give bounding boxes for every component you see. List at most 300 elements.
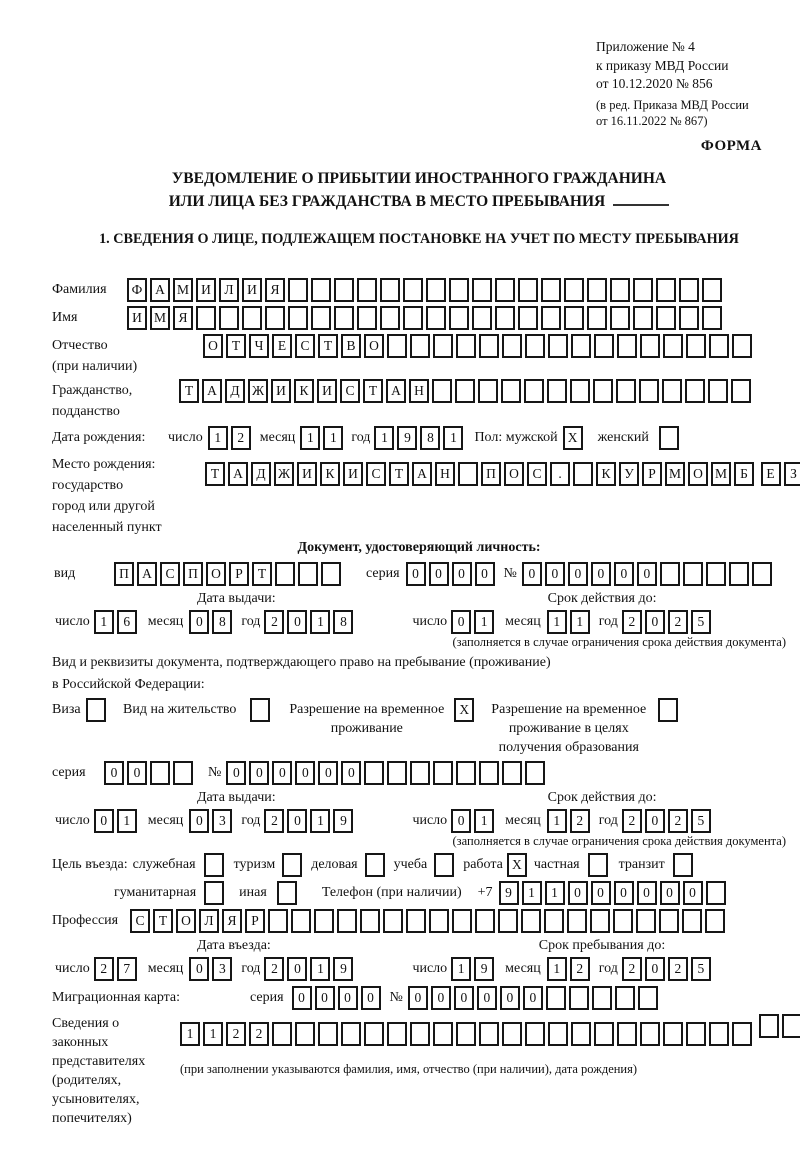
permit-expiry-month[interactable] [547,809,593,833]
char-cell[interactable] [639,379,659,403]
char-cell[interactable]: 1 [547,610,567,634]
char-cell[interactable] [679,278,699,302]
char-cell[interactable] [219,306,239,330]
char-cell[interactable] [268,909,288,933]
char-cell[interactable] [659,909,679,933]
char-cell[interactable] [673,853,693,877]
char-cell[interactable] [501,379,521,403]
char-cell[interactable]: 0 [189,610,209,634]
permit-expiry-day[interactable] [451,809,497,833]
char-cell[interactable]: Т [363,379,383,403]
char-cell[interactable]: 2 [226,1022,246,1046]
char-cell[interactable] [387,761,407,785]
char-cell[interactable] [380,306,400,330]
char-cell[interactable]: 9 [474,957,494,981]
birthplace-country-input[interactable] [205,462,757,486]
char-cell[interactable]: И [242,278,262,302]
char-cell[interactable]: С [366,462,386,486]
char-cell[interactable]: 0 [591,562,611,586]
char-cell[interactable] [365,853,385,877]
char-cell[interactable]: Я [265,278,285,302]
char-cell[interactable] [660,562,680,586]
char-cell[interactable]: 1 [522,881,542,905]
char-cell[interactable]: 1 [547,809,567,833]
permit-series-input[interactable] [104,761,196,785]
char-cell[interactable]: П [114,562,134,586]
char-cell[interactable] [357,306,377,330]
char-cell[interactable]: 2 [622,610,642,634]
char-cell[interactable] [567,909,587,933]
char-cell[interactable]: Л [219,278,239,302]
char-cell[interactable] [592,986,612,1010]
char-cell[interactable]: 2 [668,809,688,833]
char-cell[interactable] [479,761,499,785]
char-cell[interactable] [295,1022,315,1046]
char-cell[interactable] [702,278,722,302]
char-cell[interactable] [204,853,224,877]
char-cell[interactable] [449,306,469,330]
doc-expiry-year[interactable] [622,610,714,634]
char-cell[interactable]: Б [734,462,754,486]
char-cell[interactable]: 0 [477,986,497,1010]
residence-permit-checkbox[interactable] [250,698,273,722]
permit-expiry-year[interactable] [622,809,714,833]
char-cell[interactable]: 0 [451,809,471,833]
sex-female-checkbox[interactable] [659,426,682,450]
char-cell[interactable]: X [454,698,474,722]
char-cell[interactable]: П [481,462,501,486]
char-cell[interactable]: . [550,462,570,486]
char-cell[interactable]: 5 [691,809,711,833]
edu-permit-checkbox[interactable] [658,698,681,722]
char-cell[interactable]: 2 [668,610,688,634]
char-cell[interactable]: 2 [622,809,642,833]
char-cell[interactable]: 0 [315,986,335,1010]
char-cell[interactable]: 0 [189,809,209,833]
char-cell[interactable] [587,306,607,330]
char-cell[interactable] [341,1022,361,1046]
char-cell[interactable]: 1 [570,610,590,634]
char-cell[interactable] [610,278,630,302]
char-cell[interactable]: М [711,462,731,486]
char-cell[interactable] [588,853,608,877]
char-cell[interactable] [610,306,630,330]
char-cell[interactable]: 8 [212,610,232,634]
char-cell[interactable]: И [127,306,147,330]
char-cell[interactable] [729,562,749,586]
char-cell[interactable]: О [206,562,226,586]
char-cell[interactable] [150,761,170,785]
char-cell[interactable]: И [343,462,363,486]
char-cell[interactable]: 0 [645,610,665,634]
char-cell[interactable] [456,761,476,785]
char-cell[interactable]: 0 [189,957,209,981]
char-cell[interactable] [277,881,297,905]
char-cell[interactable] [663,1022,683,1046]
char-cell[interactable] [337,909,357,933]
char-cell[interactable] [472,306,492,330]
char-cell[interactable]: У [619,462,639,486]
char-cell[interactable]: Н [409,379,429,403]
char-cell[interactable]: 2 [622,957,642,981]
char-cell[interactable]: И [297,462,317,486]
citizenship-input[interactable] [179,379,754,403]
surname-input[interactable] [127,278,725,302]
char-cell[interactable]: Т [252,562,272,586]
char-cell[interactable] [546,986,566,1010]
char-cell[interactable] [633,306,653,330]
stay-month[interactable] [547,957,593,981]
purpose-work-checkbox[interactable] [507,853,530,877]
char-cell[interactable]: 0 [287,957,307,981]
char-cell[interactable] [452,909,472,933]
char-cell[interactable]: 2 [264,957,284,981]
char-cell[interactable]: 0 [637,881,657,905]
char-cell[interactable]: О [203,334,223,358]
phone-input[interactable] [499,881,729,905]
char-cell[interactable] [380,278,400,302]
char-cell[interactable]: 7 [117,957,137,981]
purpose-business-checkbox[interactable] [365,853,388,877]
stay-year[interactable] [622,957,714,981]
char-cell[interactable] [456,334,476,358]
char-cell[interactable]: 1 [474,610,494,634]
char-cell[interactable]: Н [435,462,455,486]
char-cell[interactable]: В [341,334,361,358]
char-cell[interactable] [573,462,593,486]
char-cell[interactable] [495,306,515,330]
char-cell[interactable] [705,909,725,933]
entry-month[interactable] [189,957,235,981]
char-cell[interactable] [656,278,676,302]
char-cell[interactable] [686,334,706,358]
char-cell[interactable]: 0 [614,881,634,905]
char-cell[interactable] [204,881,224,905]
char-cell[interactable] [702,306,722,330]
char-cell[interactable] [662,379,682,403]
char-cell[interactable] [615,986,635,1010]
char-cell[interactable] [432,379,452,403]
char-cell[interactable] [709,1022,729,1046]
char-cell[interactable] [498,909,518,933]
char-cell[interactable]: 9 [499,881,519,905]
doc-expiry-day[interactable] [451,610,497,634]
char-cell[interactable]: 0 [500,986,520,1010]
char-cell[interactable] [321,562,341,586]
char-cell[interactable] [314,909,334,933]
char-cell[interactable] [406,909,426,933]
char-cell[interactable]: 0 [431,986,451,1010]
char-cell[interactable]: Т [226,334,246,358]
char-cell[interactable]: Ж [248,379,268,403]
char-cell[interactable] [541,278,561,302]
char-cell[interactable]: Е [272,334,292,358]
char-cell[interactable]: 0 [295,761,315,785]
char-cell[interactable] [656,306,676,330]
char-cell[interactable] [410,761,430,785]
char-cell[interactable]: И [271,379,291,403]
char-cell[interactable] [682,909,702,933]
char-cell[interactable]: М [173,278,193,302]
char-cell[interactable] [502,761,522,785]
char-cell[interactable]: 0 [249,761,269,785]
char-cell[interactable]: 0 [94,809,114,833]
char-cell[interactable]: 1 [374,426,394,450]
char-cell[interactable]: 0 [568,562,588,586]
char-cell[interactable]: 0 [545,562,565,586]
char-cell[interactable] [548,1022,568,1046]
char-cell[interactable] [298,562,318,586]
permit-issue-year[interactable] [264,809,356,833]
char-cell[interactable]: 0 [287,610,307,634]
char-cell[interactable]: 9 [397,426,417,450]
char-cell[interactable]: О [688,462,708,486]
char-cell[interactable] [429,909,449,933]
char-cell[interactable]: 2 [249,1022,269,1046]
char-cell[interactable]: 3 [212,809,232,833]
char-cell[interactable]: М [665,462,685,486]
char-cell[interactable] [433,761,453,785]
char-cell[interactable] [495,278,515,302]
char-cell[interactable] [360,909,380,933]
char-cell[interactable] [587,278,607,302]
doc-issue-month[interactable] [189,610,235,634]
char-cell[interactable]: Ф [127,278,147,302]
char-cell[interactable]: Т [318,334,338,358]
char-cell[interactable]: X [507,853,527,877]
char-cell[interactable]: 1 [443,426,463,450]
char-cell[interactable]: 9 [333,809,353,833]
char-cell[interactable] [387,334,407,358]
char-cell[interactable] [272,1022,292,1046]
profession-input[interactable] [130,909,728,933]
char-cell[interactable] [318,1022,338,1046]
char-cell[interactable]: 0 [226,761,246,785]
char-cell[interactable]: 1 [545,881,565,905]
char-cell[interactable]: 1 [323,426,343,450]
char-cell[interactable] [196,306,216,330]
char-cell[interactable]: А [137,562,157,586]
char-cell[interactable] [410,1022,430,1046]
char-cell[interactable] [525,761,545,785]
doc-issue-year[interactable] [264,610,356,634]
birth-year-input[interactable] [374,426,466,450]
char-cell[interactable]: 2 [570,809,590,833]
char-cell[interactable]: 0 [683,881,703,905]
char-cell[interactable] [686,1022,706,1046]
doc-issue-day[interactable] [94,610,140,634]
char-cell[interactable]: З [784,462,800,486]
char-cell[interactable] [593,379,613,403]
char-cell[interactable]: Д [225,379,245,403]
char-cell[interactable]: К [596,462,616,486]
char-cell[interactable]: 1 [208,426,228,450]
char-cell[interactable]: 0 [645,957,665,981]
char-cell[interactable] [679,306,699,330]
char-cell[interactable]: 0 [338,986,358,1010]
char-cell[interactable] [173,761,193,785]
char-cell[interactable]: 2 [231,426,251,450]
char-cell[interactable]: 0 [475,562,495,586]
char-cell[interactable] [518,306,538,330]
char-cell[interactable]: Ч [249,334,269,358]
char-cell[interactable]: Р [642,462,662,486]
sex-male-checkbox[interactable] [563,426,586,450]
char-cell[interactable]: 2 [264,610,284,634]
char-cell[interactable] [759,1014,779,1038]
char-cell[interactable] [706,881,726,905]
char-cell[interactable] [663,334,683,358]
char-cell[interactable]: 8 [420,426,440,450]
char-cell[interactable]: Ж [274,462,294,486]
char-cell[interactable] [479,334,499,358]
char-cell[interactable]: 1 [310,957,330,981]
char-cell[interactable] [706,562,726,586]
char-cell[interactable]: 5 [691,957,711,981]
char-cell[interactable] [282,853,302,877]
char-cell[interactable] [288,306,308,330]
char-cell[interactable]: 1 [117,809,137,833]
patronymic-input[interactable] [203,334,755,358]
char-cell[interactable] [250,698,270,722]
char-cell[interactable]: С [295,334,315,358]
char-cell[interactable]: С [340,379,360,403]
char-cell[interactable] [311,306,331,330]
char-cell[interactable] [732,334,752,358]
char-cell[interactable]: 0 [287,809,307,833]
char-cell[interactable] [242,306,262,330]
char-cell[interactable] [502,334,522,358]
char-cell[interactable] [387,1022,407,1046]
char-cell[interactable]: X [563,426,583,450]
char-cell[interactable]: А [228,462,248,486]
char-cell[interactable] [478,379,498,403]
char-cell[interactable]: 2 [264,809,284,833]
doc-series-input[interactable] [406,562,498,586]
char-cell[interactable]: 2 [94,957,114,981]
char-cell[interactable] [479,1022,499,1046]
char-cell[interactable] [434,853,454,877]
char-cell[interactable] [636,909,656,933]
char-cell[interactable] [594,1022,614,1046]
char-cell[interactable] [525,1022,545,1046]
char-cell[interactable] [86,698,106,722]
char-cell[interactable] [708,379,728,403]
char-cell[interactable]: 8 [333,610,353,634]
char-cell[interactable] [455,379,475,403]
char-cell[interactable]: 0 [272,761,292,785]
char-cell[interactable] [426,278,446,302]
char-cell[interactable]: Д [251,462,271,486]
char-cell[interactable] [709,334,729,358]
char-cell[interactable] [782,1014,800,1038]
char-cell[interactable] [571,334,591,358]
char-cell[interactable]: Я [222,909,242,933]
char-cell[interactable] [633,278,653,302]
migration-series-input[interactable] [292,986,384,1010]
char-cell[interactable]: 6 [117,610,137,634]
purpose-transit-checkbox[interactable] [673,853,696,877]
char-cell[interactable]: М [150,306,170,330]
char-cell[interactable]: И [196,278,216,302]
char-cell[interactable] [364,1022,384,1046]
char-cell[interactable]: И [317,379,337,403]
purpose-private-checkbox[interactable] [588,853,611,877]
char-cell[interactable]: О [504,462,524,486]
stay-day[interactable] [451,957,497,981]
doc-kind-input[interactable] [114,562,344,586]
temp-permit-checkbox[interactable] [454,698,477,722]
birth-day-input[interactable] [208,426,254,450]
representatives-input-row2[interactable] [759,1014,800,1038]
char-cell[interactable]: Я [173,306,193,330]
char-cell[interactable]: 0 [452,562,472,586]
char-cell[interactable] [403,278,423,302]
char-cell[interactable] [364,761,384,785]
char-cell[interactable] [334,306,354,330]
char-cell[interactable] [403,306,423,330]
char-cell[interactable]: Т [205,462,225,486]
char-cell[interactable]: 0 [591,881,611,905]
char-cell[interactable]: С [527,462,547,486]
char-cell[interactable]: А [412,462,432,486]
char-cell[interactable] [638,986,658,1010]
char-cell[interactable]: Т [179,379,199,403]
char-cell[interactable]: С [130,909,150,933]
migration-number-input[interactable] [408,986,661,1010]
purpose-study-checkbox[interactable] [434,853,457,877]
char-cell[interactable]: 5 [691,610,711,634]
char-cell[interactable] [456,1022,476,1046]
char-cell[interactable]: 0 [429,562,449,586]
char-cell[interactable] [617,334,637,358]
char-cell[interactable] [564,278,584,302]
char-cell[interactable]: 0 [451,610,471,634]
permit-issue-month[interactable] [189,809,235,833]
char-cell[interactable] [357,278,377,302]
char-cell[interactable]: 1 [310,809,330,833]
char-cell[interactable] [433,334,453,358]
permit-number-input[interactable] [226,761,548,785]
doc-number-input[interactable] [522,562,775,586]
char-cell[interactable]: 3 [212,957,232,981]
char-cell[interactable]: 1 [451,957,471,981]
char-cell[interactable]: К [294,379,314,403]
char-cell[interactable]: 0 [523,986,543,1010]
char-cell[interactable] [640,334,660,358]
char-cell[interactable] [311,278,331,302]
char-cell[interactable]: 1 [180,1022,200,1046]
char-cell[interactable] [525,334,545,358]
char-cell[interactable]: 0 [318,761,338,785]
purpose-official-checkbox[interactable] [204,853,227,877]
representatives-input-row1[interactable] [180,1022,755,1046]
char-cell[interactable]: 0 [660,881,680,905]
char-cell[interactable]: 2 [668,957,688,981]
char-cell[interactable]: 0 [127,761,147,785]
char-cell[interactable]: С [160,562,180,586]
entry-year[interactable] [264,957,356,981]
char-cell[interactable]: 0 [341,761,361,785]
char-cell[interactable]: 1 [474,809,494,833]
char-cell[interactable] [683,562,703,586]
purpose-other-checkbox[interactable] [277,881,300,905]
char-cell[interactable] [659,426,679,450]
char-cell[interactable]: 0 [406,562,426,586]
char-cell[interactable] [590,909,610,933]
firstname-input[interactable] [127,306,725,330]
permit-issue-day[interactable] [94,809,140,833]
